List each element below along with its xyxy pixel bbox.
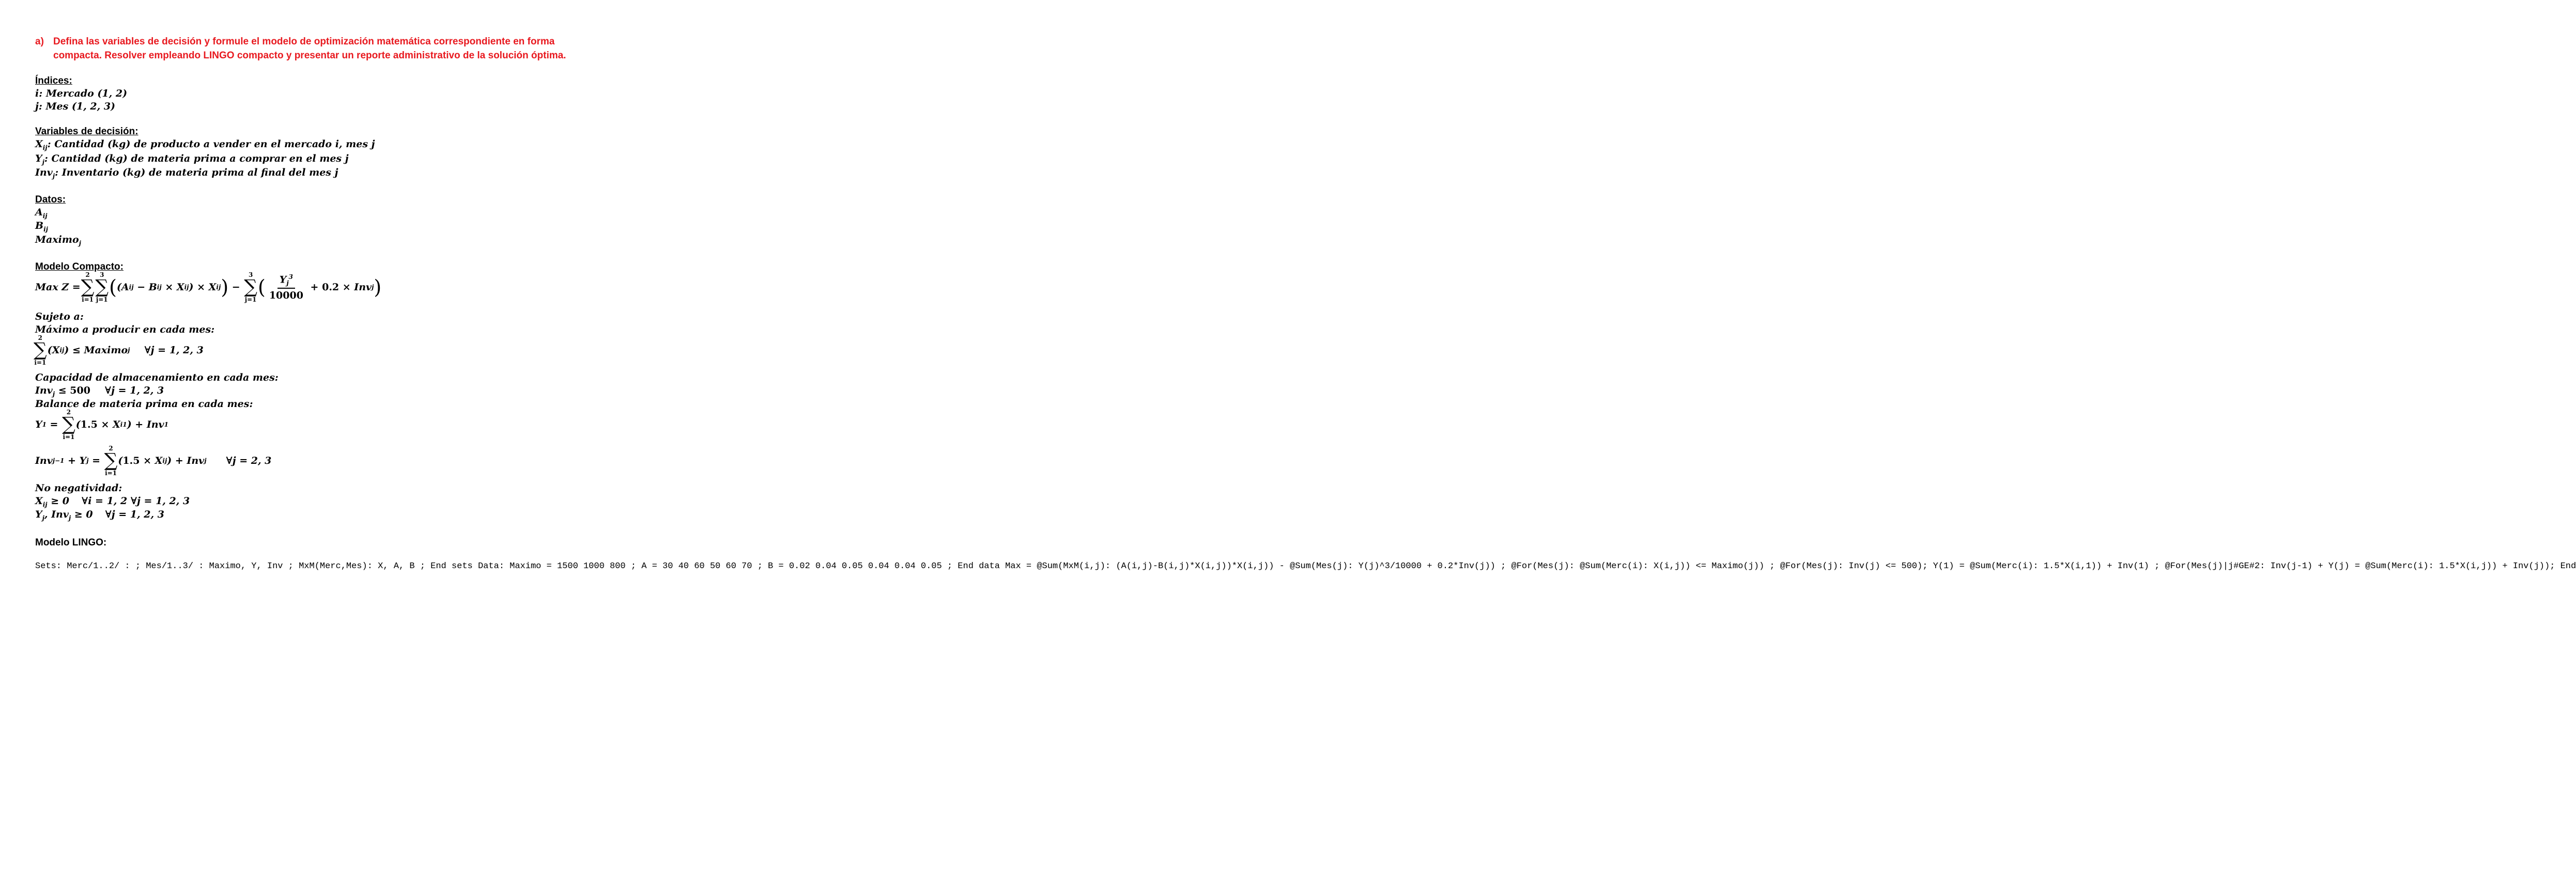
forall-nonneg-y: ∀j = 1, 2, 3 — [105, 509, 164, 520]
sum-i: 2 ∑ i=1 — [81, 271, 95, 303]
modelo-heading: Modelo Compacto: — [35, 261, 124, 272]
variable-inv: Inv$_j$: Inventario (kg) de materia prima al final del mes j — [35, 167, 338, 180]
sum-j: 3 ∑ j=1 — [95, 271, 109, 303]
constraint-3-title: Balance de materia prima en cada mes: — [35, 398, 253, 410]
indices-heading: Índices: — [35, 75, 72, 86]
variable-y-desc: : Cantidad (kg) de materia prima a comprar en el mes j — [44, 153, 349, 164]
inv-limit: 500 — [70, 385, 90, 396]
question-line-2: compacta. Resolver empleando LINGO compacto y presentar un reporte administrativo de la solución óptima. — [53, 50, 566, 61]
lingo-heading: Modelo LINGO: — [35, 537, 107, 548]
forall-c2: ∀j = 1, 2, 3 — [104, 385, 164, 396]
fraction-divisor: 10000 — [269, 290, 303, 302]
variables-heading: Variables de decisión: — [35, 126, 138, 137]
objective-prefix: Max Z = — [35, 281, 81, 293]
dato-maximo: Maximo$_j$ — [35, 234, 82, 247]
variable-x: $X_{ij}$: Cantidad (kg) de producto a vender en el mercado i, mes j — [35, 138, 375, 151]
sum-i-c3b: 2 ∑ i=1 — [104, 445, 118, 477]
nonneg-y-inv: $Y_j$, Inv$_j$ ≥ 0 ∀j = 1, 2, 3 — [35, 509, 164, 522]
fraction-y3: $\frac{Y_j^3}{10000}$ — [267, 273, 305, 301]
sum-i-c1: 2 ∑ i=1 — [34, 334, 47, 366]
dato-a: $A_{ij}$ — [35, 207, 48, 220]
forall-c1: ∀j = 1, 2, 3 — [144, 345, 204, 356]
datos-heading: Datos: — [35, 194, 66, 205]
variable-inv-desc: : Inventario (kg) de materia prima al final del mes j — [55, 167, 338, 178]
index-i: i: Mercado (1, 2) — [35, 88, 128, 99]
forall-nonneg-x: ∀i = 1, 2 ∀j = 1, 2, 3 — [82, 495, 190, 507]
constraint-3a: Y 1 = 2 ∑ i=1 ( 1.5 × X i1 ) + Inv 1 — [35, 409, 168, 441]
index-j: j: Mes (1, 2, 3) — [35, 101, 116, 112]
forall-c3b: ∀j = 2, 3 — [226, 455, 272, 466]
lingo-code: Sets: Merc/1..2/ : ; Mes/1..3/ : Maximo, Y, Inv ; MxM(Merc,Mes): X, A, B ; End sets Data: Maximo = 1500 1000 800 ; A = 30 40 60 50 60 70 ; B = 0.02 0.04 0.05 0.04 0.04 0.05 ; End data Max = @Sum(MxM(i,j): (A(i,j)-B(i,j)*X(i,j))*X(i,j)) - @Sum(Mes(j): Y(j)^3/10000 + 0.2*Inv(j)) ; @For(Mes(j): @Sum(Merc(i): X(i,j)) <= Maximo(j)) ; @For(Mes(j): Inv(j) <= 500); Y(1) = @Sum(Merc(i): 1.5*X(i,1)) + Inv(1) ; @For(Mes(j)|j#GE#2: Inv(j-1) + Y(j) = @Sum(Merc(i): 1.5*X(i,j)) + Inv(j)); End — [35, 561, 2576, 571]
dato-b: $B_{ij}$ — [35, 220, 48, 233]
constraint-2-title: Capacidad de almacenamiento en cada mes: — [35, 372, 279, 383]
constraint-2: Inv$_j$ ≤ 500 ∀j = 1, 2, 3 — [35, 385, 164, 398]
question-marker: a) — [35, 36, 44, 47]
coef-c3a: 1.5 — [80, 419, 98, 430]
constraint-3b: Inv j−1 + Y j = 2 ∑ i=1 ( 1.5 × X ij ) + Inv j ∀j = 2, 3 — [35, 445, 272, 477]
sum-j-2: 3 ∑ j=1 — [244, 271, 257, 303]
subject-to: Sujeto a: — [35, 311, 84, 322]
variable-x-desc: : Cantidad (kg) de producto a vender en el mercado i, mes j — [47, 138, 375, 150]
nonneg-x: $X_{ij} \ge 0$ ∀i = 1, 2 ∀j = 1, 2, 3 — [35, 495, 190, 508]
question-line-1: Defina las variables de decisión y formule el modelo de optimización matemática correspondiente en forma — [53, 36, 555, 47]
sum-i-c3a: 2 ∑ i=1 — [62, 409, 75, 441]
variable-y: $Y_j$: Cantidad (kg) de materia prima a comprar en el mes j — [35, 153, 349, 166]
coef-c3b: 1.5 — [122, 455, 140, 466]
inv-coef: 0.2 — [322, 281, 340, 293]
constraint-4-title: No negatividad: — [35, 482, 122, 494]
constraint-1: 2 ∑ i=1 (X ij ) ≤ Maximo j ∀j = 1, 2, 3 — [34, 334, 204, 366]
constraint-1-title: Máximo a producir en cada mes: — [35, 324, 215, 335]
objective-function: Max Z = 2 ∑ i=1 3 ∑ j=1 ( (A ij − B ij × X ij ) × X ij ) − 3 ∑ j=1 ( $\frac{Y_j^3}{10000}$ + 0.2 × Inv j ) — [35, 271, 382, 303]
